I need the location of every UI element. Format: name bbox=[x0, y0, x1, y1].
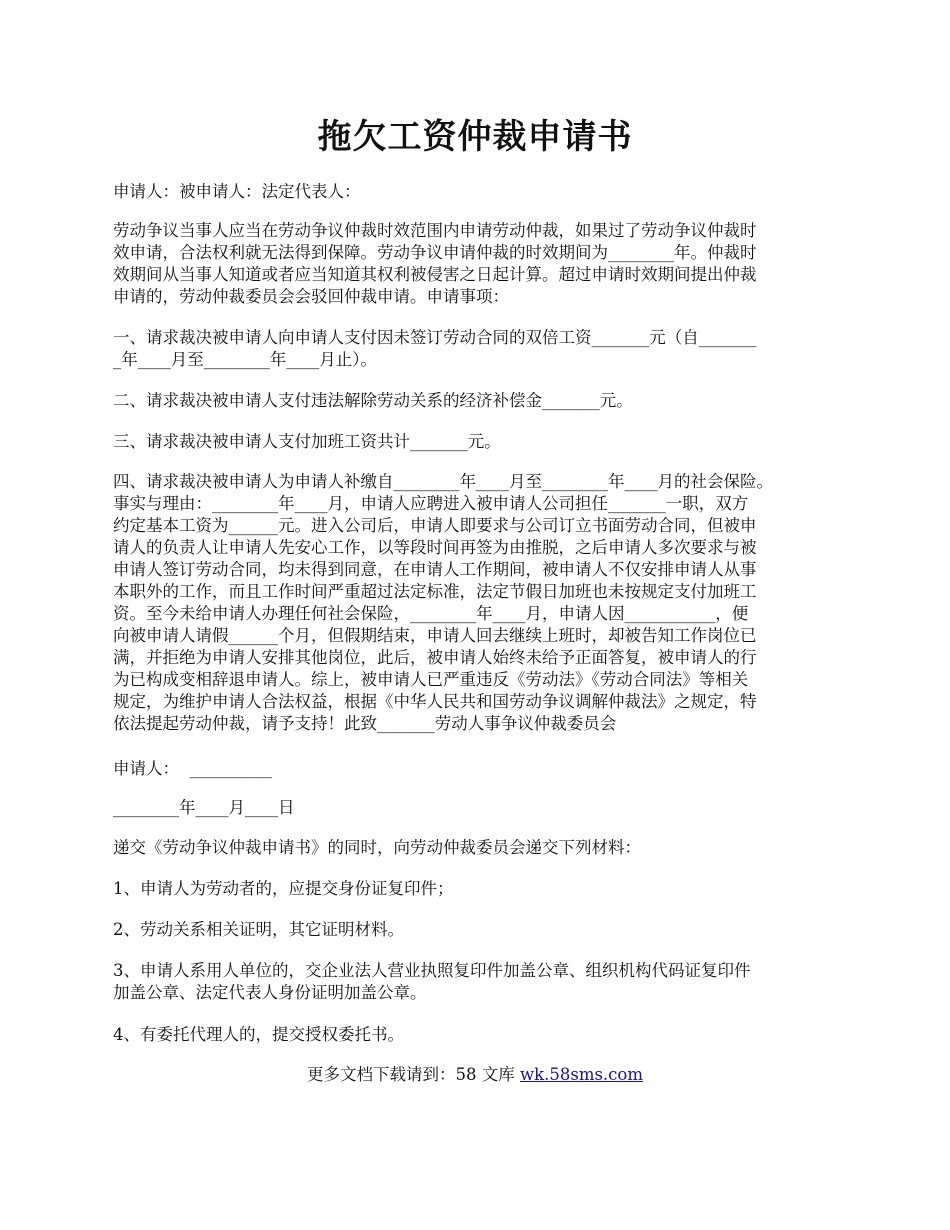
facts-line: 规定，为维护申请人合法权益，根据《中华人民共和国劳动争议调解仲裁法》之规定，特 bbox=[113, 692, 757, 711]
claim-2: 二、请求裁决被申请人支付违法解除劳动关系的经济补偿金_______元。 bbox=[113, 391, 633, 410]
facts-line: 依法提起劳动仲裁，请予支持！此致_______劳动人事争议仲裁委员会 bbox=[113, 714, 617, 733]
facts-line: 本职外的工作，而且工作时间严重超过法定标准，法定节假日加班也未按规定支付加班工 bbox=[113, 582, 757, 601]
material-1: 1、申请人为劳动者的，应提交身份证复印件； bbox=[113, 879, 454, 898]
intro-line: 效期间从当事人知道或者应当知道其权利被侵害之日起计算。超过申请时效期间提出仲裁 bbox=[113, 265, 757, 284]
document-title: 拖欠工资仲裁申请书 bbox=[317, 117, 633, 157]
claim-4-and-facts bbox=[113, 471, 853, 735]
facts-line: 四、请求裁决被申请人为申请人补缴自________年____月至________年____月的社会保险。 bbox=[113, 472, 773, 491]
footer bbox=[0, 1064, 950, 1086]
intro-line: 申请的，劳动仲裁委员会会驳回仲裁申请。申请事项： bbox=[113, 287, 509, 306]
facts-line: 满，并拒绝为申请人安排其他岗位，此后，被申请人始终未给予正面答复，被申请人的行 bbox=[113, 648, 757, 667]
claim-1-line: 一、请求裁决被申请人向申请人支付因未签订劳动合同的双倍工资_______元（自_______ bbox=[113, 328, 757, 347]
claim-1 bbox=[113, 327, 853, 371]
material-3 bbox=[113, 960, 853, 1004]
claim-1-line: _年____月至________年____月止）。 bbox=[113, 350, 377, 369]
material-4: 4、有委托代理人的，提交授权委托书。 bbox=[113, 1025, 404, 1044]
claim-3: 三、请求裁决被申请人支付加班工资共计_______元。 bbox=[113, 432, 501, 451]
intro-paragraph bbox=[113, 220, 853, 308]
material-2: 2、劳动关系相关证明，其它证明材料。 bbox=[113, 920, 404, 939]
parties-line: 申请人：被申请人：法定代表人： bbox=[113, 182, 361, 201]
facts-line: 申请人签订劳动合同，均未得到同意，在申请人工作期间，被申请人不仅安排申请人从事 bbox=[113, 560, 757, 579]
materials-intro: 递交《劳动争议仲裁申请书》的同时，向劳动仲裁委员会递交下列材料： bbox=[113, 838, 641, 857]
footer-text: 更多文档下载请到：58 文库 bbox=[306, 1065, 520, 1084]
facts-line: 资。至今未给申请人办理任何社会保险，________年____月，申请人因___________，便 bbox=[113, 604, 749, 623]
intro-line: 劳动争议当事人应当在劳动争议仲裁时效范围内申请劳动仲裁，如果过了劳动争议仲裁时 bbox=[113, 221, 757, 240]
facts-line: 向被申请人请假______个月，但假期结束，申请人回去继续上班时，却被告知工作岗位已 bbox=[113, 626, 757, 645]
facts-line: 事实与理由：________年____月，申请人应聘进入被申请人公司担任_______一职，双方 bbox=[113, 494, 749, 513]
intro-line: 效申请，合法权利就无法得到保障。劳动争议申请仲裁的时效期间为________年。仲裁时 bbox=[113, 243, 757, 262]
facts-line: 约定基本工资为______元。进入公司后，申请人即要求与公司订立书面劳动合同，但被申 bbox=[113, 516, 757, 535]
date-line: ________年____月____日 bbox=[113, 798, 295, 817]
facts-line: 请人的负责人让申请人先安心工作，以等段时间再签为由推脱，之后申请人多次要求与被 bbox=[113, 538, 757, 557]
footer-link[interactable]: wk.58sms.com bbox=[519, 1065, 643, 1084]
material-3-line: 加盖公章、法定代表人身份证明加盖公章。 bbox=[113, 983, 427, 1002]
material-3-line: 3、申请人系用人单位的，交企业法人营业执照复印件加盖公章、组织机构代码证复印件 bbox=[113, 961, 751, 980]
facts-line: 为已构成变相辞退申请人。综上，被申请人已严重违反《劳动法》《劳动合同法》等相关 bbox=[113, 670, 749, 689]
signature-line: 申请人： __________ bbox=[113, 759, 272, 778]
